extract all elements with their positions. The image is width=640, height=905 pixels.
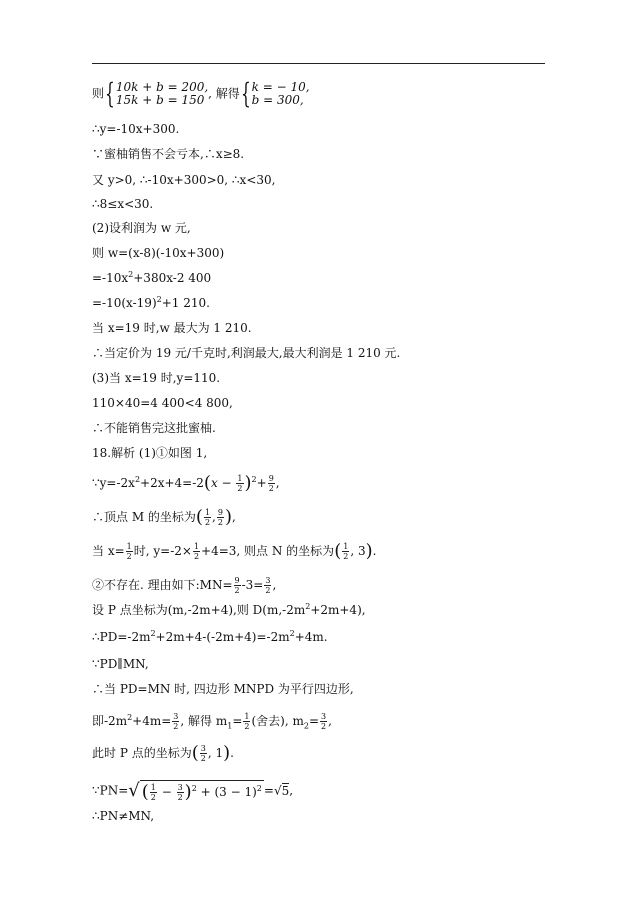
text: +4=3, 则点 N 的坐标为 <box>201 544 335 558</box>
numerator: 1 <box>244 712 250 721</box>
numerator: 1 <box>237 474 243 483</box>
text: , 1 <box>207 746 224 760</box>
numerator: 3 <box>177 783 183 792</box>
line-27: ∴PN≠MN, <box>92 809 155 823</box>
text: -3= <box>241 578 264 592</box>
text: − <box>157 785 176 799</box>
expr-x: x − <box>210 476 236 490</box>
superscript: 2 <box>150 629 156 638</box>
text: +4m. <box>294 630 328 644</box>
text: +2m+4-(-2m+4)=-2m <box>155 630 290 644</box>
denominator: 2 <box>343 552 349 561</box>
right-paren-icon: ) <box>184 781 192 803</box>
text: , 解得 m <box>180 714 228 728</box>
text: +2m+4), <box>310 603 366 617</box>
radical-sign-icon: √ <box>128 780 140 801</box>
numerator: 1 <box>193 542 200 551</box>
numerator: 9 <box>234 576 240 585</box>
equation-system <box>116 81 208 107</box>
text: . <box>372 544 377 558</box>
line-21 <box>92 629 328 645</box>
left-paren-icon: ( <box>334 540 342 562</box>
denominator: 2 <box>244 722 250 731</box>
numerator: 3 <box>321 712 327 721</box>
text: (舍去), m <box>251 714 304 728</box>
left-paren-icon: ( <box>203 472 211 494</box>
left-paren-icon: ( <box>141 781 149 803</box>
text: , <box>275 476 280 490</box>
text: 此时 P 点的坐标为 <box>92 746 192 760</box>
denominator: 2 <box>217 518 223 527</box>
equation-1: 10k + b = 200, <box>115 80 209 94</box>
left-paren-icon: ( <box>191 742 199 764</box>
line-8 <box>92 270 211 286</box>
right-paren-icon: ) <box>365 540 373 562</box>
line-25-point-p <box>92 744 234 763</box>
numerator: 3 <box>265 576 271 585</box>
superscript: 2 <box>251 475 257 484</box>
solution-1: k = − 10, <box>251 80 310 94</box>
denominator: 2 <box>265 586 271 595</box>
line-10: 当 x=19 时,w 最大为 1 210. <box>92 321 252 335</box>
line-22: ∵PD∥MN, <box>92 657 149 671</box>
fraction <box>193 542 200 561</box>
text: . <box>230 746 234 760</box>
solution-2: b = 300, <box>251 93 304 107</box>
text: 当 x= <box>92 544 125 558</box>
text: 设 P 点坐标为(m,-2m+4),则 D(m,-2m <box>92 603 306 617</box>
text: ∴顶点 M 的坐标为 <box>92 510 196 524</box>
left-paren-icon: ( <box>195 506 203 528</box>
denominator: 2 <box>237 484 243 493</box>
line-11: ∴当定价为 19 元/千克时,利润最大,最大利润是 1 210 元. <box>92 346 401 360</box>
denominator: 2 <box>200 754 206 763</box>
denominator: 2 <box>234 586 240 595</box>
numerator: 3 <box>173 712 179 721</box>
header-rule <box>92 63 545 64</box>
fraction <box>264 576 271 595</box>
right-paren-icon: ) <box>244 472 252 494</box>
text: = <box>232 714 243 728</box>
right-paren-icon: ) <box>223 742 231 764</box>
line-19-mn-length <box>92 576 276 595</box>
fraction <box>243 712 250 731</box>
fraction <box>236 474 243 493</box>
numerator: 1 <box>343 542 349 551</box>
text: ②不存在. 理由如下:MN= <box>92 578 233 592</box>
subscript: 1 <box>227 721 233 731</box>
text: = <box>263 783 274 798</box>
text: ∵y=-2x <box>92 476 135 490</box>
left-brace-icon: { <box>105 77 115 110</box>
line-26-pn-length <box>92 780 293 802</box>
line-16-vertex-form <box>92 474 280 493</box>
text: 时, y=-2× <box>133 544 192 558</box>
text: ∴PD=-2m <box>92 630 151 644</box>
numerator: 1 <box>126 542 132 551</box>
line-20 <box>92 602 366 618</box>
text: =-10x <box>92 271 129 285</box>
text: =-10(x-19) <box>92 296 157 310</box>
left-brace-icon: { <box>240 77 251 110</box>
text: 即-2m <box>92 714 128 728</box>
fraction <box>342 542 349 561</box>
fraction <box>126 542 133 561</box>
text: +4m= <box>132 714 172 728</box>
superscript: 2 <box>256 784 262 793</box>
numerator: 9 <box>268 474 274 483</box>
fraction <box>150 783 157 802</box>
line-2: ∴y=-10x+300. <box>92 122 180 136</box>
line-3: ∵蜜柚销售不会亏本,∴x≥8. <box>92 147 245 161</box>
fraction <box>217 508 224 527</box>
denominator: 2 <box>177 793 183 802</box>
line-23: ∴当 PD=MN 时, 四边形 MNPD 为平行四边形, <box>92 682 354 696</box>
fraction <box>234 576 241 595</box>
text: , 3 <box>350 544 366 558</box>
numerator: 1 <box>204 508 211 517</box>
denominator: 2 <box>204 518 211 527</box>
superscript: 2 <box>127 713 133 722</box>
superscript: 2 <box>128 270 134 279</box>
line-4: 又 y>0, ∴-10x+300>0, ∴x<30, <box>92 173 276 187</box>
line-12: (3)当 x=19 时,y=110. <box>92 371 221 385</box>
line-9 <box>92 295 210 311</box>
line-system-equations <box>92 77 310 110</box>
equation-2: 15k + b = 150 <box>115 93 205 107</box>
line-24-solve-m <box>92 712 332 731</box>
denominator: 2 <box>150 793 156 802</box>
superscript: 2 <box>134 475 141 484</box>
solution-system <box>252 81 310 107</box>
text: + (3 − 1) <box>196 785 257 799</box>
text: +1 210. <box>161 296 210 310</box>
numerator: 9 <box>217 508 223 517</box>
superscript: 2 <box>156 295 162 304</box>
superscript: 2 <box>191 784 197 793</box>
numerator: 3 <box>200 744 206 753</box>
text: + <box>256 476 267 490</box>
denominator: 2 <box>321 722 327 731</box>
line-17-vertex-m: ∴顶点 M 的坐标为( $\frac{1}{2}$ , $\frac{9}{2}$ ), <box>92 506 236 528</box>
line-18-point-n <box>92 542 376 561</box>
radicand <box>140 780 264 802</box>
text: , <box>272 578 277 592</box>
text: ∵PN= <box>92 783 129 798</box>
denominator: 2 <box>193 552 200 561</box>
text: +2x+4=-2 <box>140 476 204 490</box>
fraction <box>200 744 207 763</box>
right-paren-icon: ) <box>224 506 232 528</box>
fraction <box>172 712 179 731</box>
line-13: 110×40=4 400<4 800, <box>92 396 233 410</box>
text-solve: , 解得 <box>208 86 240 101</box>
fraction <box>320 712 327 731</box>
line-14: ∴不能销售完这批蜜柚. <box>92 421 216 435</box>
radicand: 5 <box>281 783 290 798</box>
superscript: 2 <box>289 629 295 638</box>
subscript: 2 <box>303 721 309 731</box>
denominator: 2 <box>173 722 179 731</box>
radical-sign-icon: √ <box>273 783 282 798</box>
superscript: 2 <box>305 602 311 611</box>
denominator: 2 <box>126 552 132 561</box>
text: = <box>308 714 319 728</box>
line-5: ∴8≤x<30. <box>92 197 154 211</box>
line-15-heading: 18.解析 (1)①如图 1, <box>92 446 208 460</box>
fraction <box>177 783 184 802</box>
text: , <box>289 783 294 798</box>
text-then: 则 <box>92 86 105 101</box>
text: +380x-2 400 <box>133 271 212 285</box>
text: , <box>232 510 236 524</box>
fraction <box>268 474 275 493</box>
numerator: 1 <box>150 783 156 792</box>
denominator: 2 <box>268 484 274 493</box>
text: , <box>328 714 332 728</box>
fraction <box>204 508 211 527</box>
line-6: (2)设利润为 w 元, <box>92 221 191 235</box>
line-7: 则 w=(x-8)(-10x+300) <box>92 246 225 260</box>
